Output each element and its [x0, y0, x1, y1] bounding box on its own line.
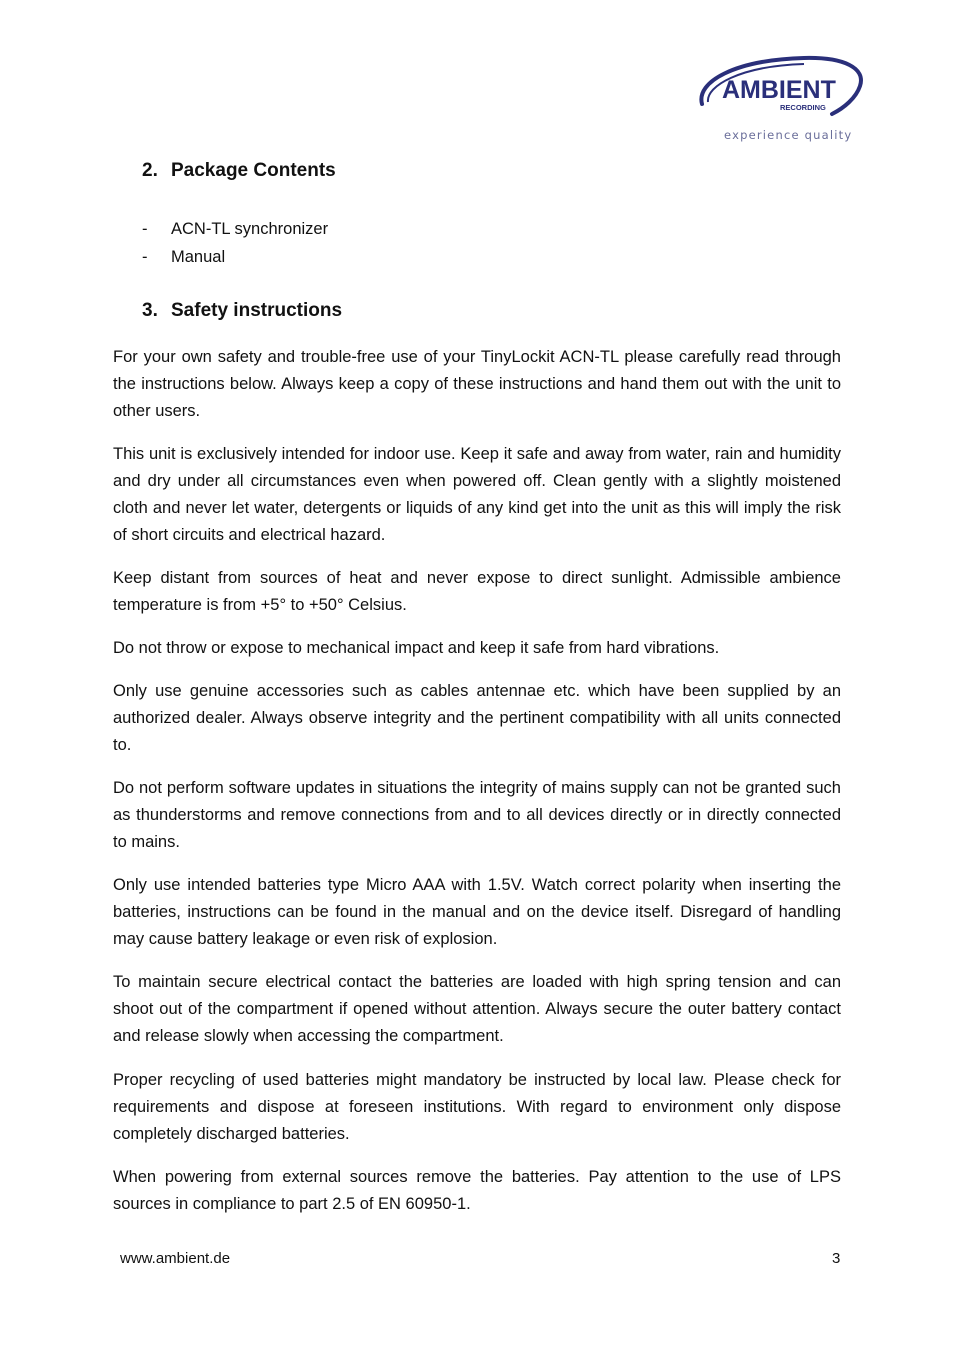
paragraph: For your own safety and trouble-free use of your TinyLockit ACN-TL please carefully read through the instructions below. Always keep a copy of these instructions and hand them out with the unit to other users. — [113, 348, 841, 420]
list-item — [142, 217, 328, 245]
list-item-label: ACN-TL synchronizer — [171, 220, 329, 238]
list-bullet: - — [142, 220, 148, 238]
logo-tagline: experience quality — [724, 128, 853, 142]
paragraph: Do not throw or expose to mechanical impact and keep it safe from hard vibrations. — [113, 639, 720, 657]
section-heading-package-contents — [142, 160, 336, 182]
paragraph: Keep distant from sources of heat and never expose to direct sunlight. Admissible ambience temperature is from +5° to +50° Celsius. — [113, 569, 841, 614]
section-number: 3. — [142, 300, 158, 321]
section-number: 2. — [142, 160, 158, 181]
section-title: Package Contents — [171, 160, 336, 181]
section-title: Safety instructions — [171, 300, 343, 321]
list-item-label: Manual — [171, 248, 226, 266]
list-bullet: - — [142, 248, 148, 266]
paragraph: Only use intended batteries type Micro AAA with 1.5V. Watch correct polarity when inserting the batteries, instructions can be found in the manual and on the device itself. Disregard of handling may cause battery leakage or even risk of explosion. — [113, 876, 841, 948]
paragraph: Only use genuine accessories such as cables antennae etc. which have been supplied by an authorized dealer. Always observe integrity and the pertinent compatibility with all units connected to. — [113, 682, 841, 754]
paragraph: Proper recycling of used batteries might mandatory be instructed by local law. Please check for requirements and dispose at foreseen institutions. With regard to environment only dispose completely discharged batteries. — [113, 1071, 841, 1143]
paragraph: When powering from external sources remove the batteries. Pay attention to the use of LPS sources in compliance to part 2.5 of EN 60950-1. — [113, 1168, 841, 1213]
ambient-logo — [694, 52, 866, 144]
footer-website: www.ambient.de — [120, 1250, 231, 1267]
paragraph: To maintain secure electrical contact the batteries are loaded with high spring tension and can shoot out of the compartment if opened without attention. Always secure the outer battery contact and release slowly when accessing the compartment. — [113, 973, 841, 1045]
paragraph: This unit is exclusively intended for indoor use. Keep it safe and away from water, rain and humidity and dry under all circumstances even when powered off. Clean gently with a slightly moistened cloth and never let water, detergents or liquids of any kind get into the unit as this will imply the risk of short circuits and electrical hazard. — [113, 445, 841, 544]
section-heading-safety-instructions — [142, 300, 342, 322]
logo-sub: RECORDING — [780, 103, 826, 112]
list-item — [142, 245, 328, 273]
paragraph: Do not perform software updates in situations the integrity of mains supply can not be granted such as thunderstorms and remove connections from and to all devices directly or in directly connected to mains. — [113, 779, 841, 851]
logo-brand: AMBIENT — [722, 76, 836, 104]
package-contents-list — [142, 217, 328, 273]
page-number: 3 — [832, 1250, 841, 1267]
